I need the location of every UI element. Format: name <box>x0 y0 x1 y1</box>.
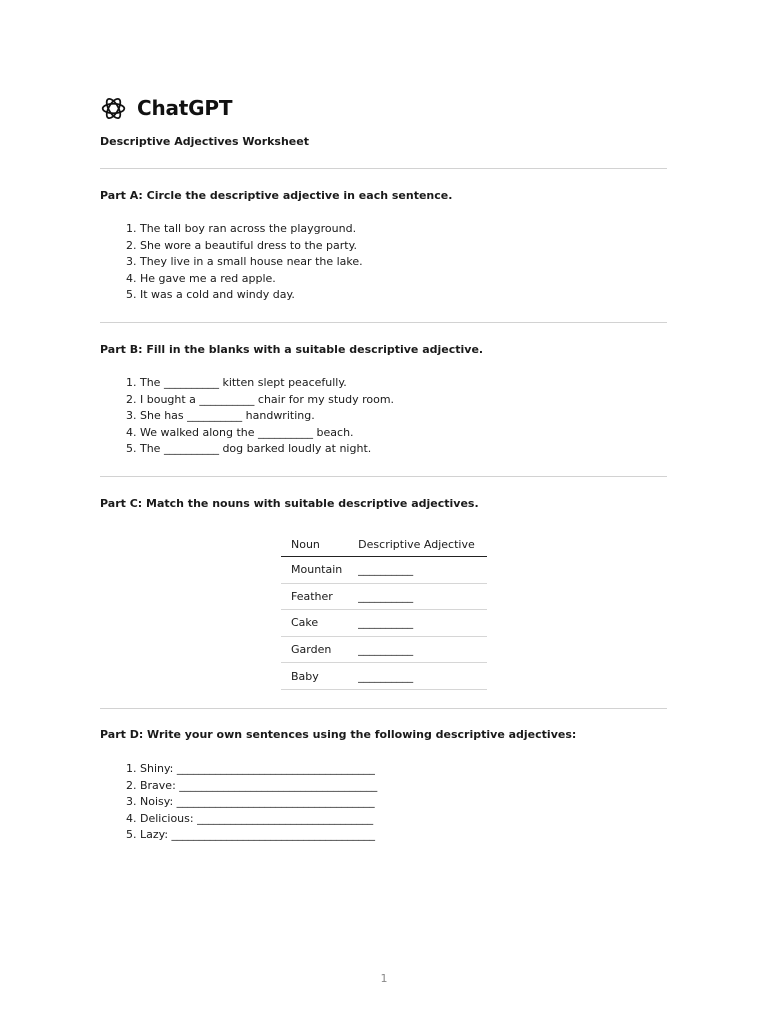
noun-cell: Feather <box>281 583 348 610</box>
list-item: 1. The tall boy ran across the playground. <box>126 222 357 235</box>
adjective-blank: __________ <box>348 583 487 610</box>
list-item: 5. The __________ dog barked loudly at night. <box>126 442 372 456</box>
table-row <box>281 583 487 610</box>
list-item: 2. I bought a __________ chair for my study room. <box>126 392 395 406</box>
noun-cell: Garden <box>281 636 348 663</box>
table-row <box>281 636 487 663</box>
matching-table <box>281 532 487 690</box>
part-a-list <box>126 221 363 304</box>
table-row <box>281 610 487 637</box>
list-item: 4. We walked along the __________ beach. <box>126 425 354 439</box>
noun-cell: Mountain <box>281 557 348 584</box>
divider <box>100 476 667 477</box>
noun-cell: Baby <box>281 663 348 690</box>
adjective-blank: __________ <box>348 610 487 637</box>
list-item: 2. She wore a beautiful dress to the party. <box>126 238 358 252</box>
list-item: 2. Brave: ____________________________________ <box>126 778 378 792</box>
part-d-list <box>126 761 377 844</box>
list-item: 3. She has __________ handwriting. <box>126 409 315 423</box>
list-item: 4. Delicious: ________________________________ <box>126 811 374 825</box>
list-item: 1. The __________ kitten slept peacefully. <box>126 376 347 389</box>
list-item: 3. Noisy: ____________________________________ <box>126 795 375 809</box>
divider <box>100 708 667 709</box>
list-item: 5. It was a cold and windy day. <box>126 288 295 302</box>
table-row <box>281 663 487 690</box>
column-header-noun: Noun <box>281 532 348 557</box>
list-item: 1. Shiny: ____________________________________ <box>126 762 375 775</box>
logo-text: ChatGPT <box>137 96 233 120</box>
worksheet-title: Descriptive Adjectives Worksheet <box>100 135 309 148</box>
noun-cell: Cake <box>281 610 348 637</box>
list-item: 3. They live in a small house near the lake. <box>126 255 363 269</box>
part-d-heading: Part D: Write your own sentences using the following descriptive adjectives: <box>100 728 577 741</box>
part-b-heading: Part B: Fill in the blanks with a suitable descriptive adjective. <box>100 343 484 356</box>
adjective-blank: __________ <box>348 557 487 584</box>
part-b-list <box>126 375 394 458</box>
page-number: 1 <box>380 972 388 985</box>
column-header-adjective: Descriptive Adjective <box>348 532 487 557</box>
list-item: 4. He gave me a red apple. <box>126 271 276 285</box>
chatgpt-logo <box>100 94 232 122</box>
part-c-heading: Part C: Match the nouns with suitable descriptive adjectives. <box>100 497 479 510</box>
list-item: 5. Lazy: _____________________________________ <box>126 828 376 842</box>
divider <box>100 168 667 169</box>
adjective-blank: __________ <box>348 636 487 663</box>
openai-knot-icon <box>100 95 127 122</box>
table-header-row <box>281 532 487 557</box>
part-a-heading: Part A: Circle the descriptive adjective in each sentence. <box>100 189 453 202</box>
adjective-blank: __________ <box>348 663 487 690</box>
divider <box>100 322 667 323</box>
table-row <box>281 557 487 584</box>
